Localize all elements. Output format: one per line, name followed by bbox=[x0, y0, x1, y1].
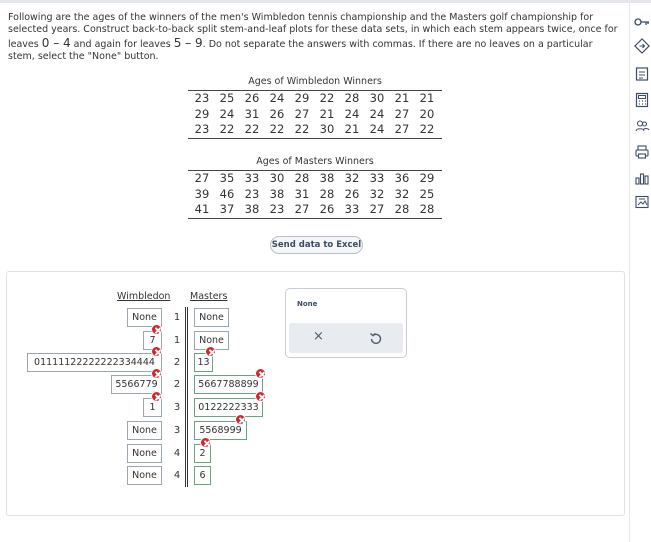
wimbledon-age-cell: 23 bbox=[194, 122, 210, 136]
stem-label: 1 bbox=[173, 335, 181, 346]
stem-label: 3 bbox=[173, 402, 181, 413]
wimbledon-age-cell: 22 bbox=[294, 122, 310, 136]
error-icon bbox=[235, 414, 246, 425]
image-icon[interactable] bbox=[634, 194, 650, 210]
range-low: 0 – 4 bbox=[41, 35, 71, 50]
error-icon bbox=[200, 437, 211, 448]
popover-action-bar bbox=[289, 323, 403, 353]
wimbledon-age-cell: 26 bbox=[269, 106, 285, 121]
wimbledon-age-cell: 24 bbox=[219, 106, 235, 121]
wimbledon-age-cell: 24 bbox=[269, 91, 285, 105]
wimbledon-age-cell: 26 bbox=[244, 91, 260, 105]
calculator-icon[interactable] bbox=[634, 92, 650, 108]
error-icon bbox=[255, 391, 266, 402]
wimbledon-age-cell: 30 bbox=[369, 91, 385, 105]
masters-header: Masters bbox=[190, 291, 228, 302]
wimbledon-age-cell: 21 bbox=[344, 122, 360, 136]
stem-label: 3 bbox=[173, 425, 181, 436]
wimbledon-age-cell: 22 bbox=[219, 122, 235, 136]
wimbledon-leaf-input[interactable]: None bbox=[127, 421, 162, 440]
stem-label: 4 bbox=[173, 448, 181, 459]
masters-age-cell: 32 bbox=[369, 186, 385, 201]
stem-label: 1 bbox=[173, 312, 181, 323]
masters-age-cell: 31 bbox=[294, 186, 310, 201]
masters-age-cell: 25 bbox=[419, 186, 435, 201]
wimbledon-age-cell: 22 bbox=[419, 122, 435, 136]
wimbledon-age-cell: 22 bbox=[269, 122, 285, 136]
masters-age-cell: 27 bbox=[369, 202, 385, 216]
instructions-text: Following are the ages of the winners of the men's Wimbledon tennis championship and the Masters golf championship for selected years. Construct back-to-back split stem-and-leaf plots for these data sets, in which each stem appears twice, once for leaves 0 – 4 and again for leaves 5 – 9. Do not separate the answers with commas. If there are no leaves on a particular stem, select the "None" button. bbox=[8, 12, 618, 62]
stem-label: 2 bbox=[173, 379, 181, 390]
error-icon bbox=[255, 368, 266, 379]
masters-age-cell: 46 bbox=[219, 186, 235, 201]
masters-age-cell: 38 bbox=[319, 171, 335, 185]
wimbledon-age-cell: 30 bbox=[319, 122, 335, 136]
masters-age-cell: 38 bbox=[244, 202, 260, 216]
wimbledon-age-cell: 21 bbox=[394, 91, 410, 105]
masters-leaf-input[interactable]: 2 bbox=[194, 444, 211, 463]
masters-age-cell: 41 bbox=[194, 202, 210, 216]
wimbledon-age-cell: 21 bbox=[419, 91, 435, 105]
wimbledon-age-cell: 21 bbox=[319, 106, 335, 121]
masters-age-cell: 33 bbox=[344, 202, 360, 216]
masters-leaf-input[interactable]: 5568999 bbox=[194, 421, 247, 440]
wimbledon-age-cell: 27 bbox=[394, 106, 410, 121]
masters-leaf-input[interactable]: 13 bbox=[194, 353, 213, 372]
masters-leaf-input[interactable]: 0122222333 bbox=[194, 398, 263, 417]
stem-divider-right bbox=[187, 307, 188, 487]
wimbledon-leaf-input[interactable]: 1 bbox=[143, 398, 162, 417]
wimbledon-leaf-input[interactable]: None bbox=[127, 308, 162, 327]
wimbledon-age-cell: 22 bbox=[319, 91, 335, 105]
wimbledon-age-cell: 31 bbox=[244, 106, 260, 121]
masters-age-cell: 32 bbox=[344, 171, 360, 185]
send-to-excel-button[interactable]: Send data to Excel bbox=[270, 236, 363, 254]
range-high: 5 – 9 bbox=[173, 35, 203, 50]
diamond-arrow-icon[interactable] bbox=[634, 38, 650, 54]
wimbledon-age-cell: 29 bbox=[194, 106, 210, 121]
wimbledon-leaf-input[interactable]: 5566779 bbox=[111, 375, 162, 394]
wimbledon-age-cell: 29 bbox=[294, 91, 310, 105]
masters-age-cell: 28 bbox=[394, 202, 410, 216]
masters-age-cell: 27 bbox=[194, 171, 210, 185]
masters-age-cell: 33 bbox=[369, 171, 385, 185]
stem-label: 4 bbox=[173, 470, 181, 481]
masters-table-title: Ages of Masters Winners bbox=[256, 156, 374, 167]
stem-label: 2 bbox=[173, 357, 181, 368]
wimbledon-table-title: Ages of Wimbledon Winners bbox=[248, 76, 382, 87]
wimbledon-age-cell: 27 bbox=[394, 122, 410, 136]
masters-leaf-input[interactable]: None bbox=[194, 308, 229, 327]
chart-icon[interactable] bbox=[634, 170, 650, 186]
masters-age-cell: 29 bbox=[419, 171, 435, 185]
masters-age-cell: 38 bbox=[269, 186, 285, 201]
printer-icon[interactable] bbox=[634, 144, 650, 160]
wimbledon-age-cell: 28 bbox=[344, 91, 360, 105]
masters-age-cell: 28 bbox=[419, 202, 435, 216]
wimbledon-header: Wimbledon bbox=[117, 291, 171, 302]
wimbledon-age-cell: 27 bbox=[294, 106, 310, 121]
masters-age-cell: 37 bbox=[219, 202, 235, 216]
key-icon[interactable] bbox=[634, 14, 650, 30]
stem-divider-left bbox=[185, 307, 186, 487]
wimbledon-age-cell: 23 bbox=[194, 91, 210, 105]
masters-age-cell: 33 bbox=[244, 171, 260, 185]
error-icon bbox=[151, 346, 162, 357]
notes-icon[interactable] bbox=[634, 66, 650, 82]
masters-age-cell: 26 bbox=[319, 202, 335, 216]
masters-table-bottom-rule bbox=[188, 218, 442, 219]
wimbledon-leaf-input[interactable]: None bbox=[127, 466, 162, 485]
masters-leaf-input[interactable]: None bbox=[194, 331, 229, 350]
masters-age-cell: 36 bbox=[394, 171, 410, 185]
masters-age-cell: 30 bbox=[269, 171, 285, 185]
masters-age-cell: 28 bbox=[294, 171, 310, 185]
wimbledon-age-cell: 24 bbox=[369, 106, 385, 121]
wimbledon-age-cell: 25 bbox=[219, 91, 235, 105]
masters-age-cell: 26 bbox=[344, 186, 360, 201]
masters-age-cell: 28 bbox=[319, 186, 335, 201]
masters-age-cell: 27 bbox=[294, 202, 310, 216]
masters-leaf-input[interactable]: 5667788899 bbox=[194, 375, 263, 394]
error-icon bbox=[205, 346, 216, 357]
top-divider bbox=[0, 0, 651, 3]
error-icon bbox=[151, 368, 162, 379]
undo-icon[interactable] bbox=[369, 331, 383, 345]
wimbledon-age-cell: 24 bbox=[344, 106, 360, 121]
sidebar-divider bbox=[629, 0, 630, 542]
wimbledon-leaf-input[interactable]: None bbox=[127, 444, 162, 463]
wimbledon-age-cell: 20 bbox=[419, 106, 435, 121]
clear-icon[interactable]: × bbox=[313, 329, 324, 344]
masters-age-cell: 32 bbox=[394, 186, 410, 201]
wimbledon-leaf-input[interactable]: 7 bbox=[143, 331, 162, 350]
masters-leaf-input[interactable]: 6 bbox=[194, 466, 211, 485]
wimbledon-table-bottom-rule bbox=[188, 138, 442, 139]
wimbledon-age-cell: 24 bbox=[369, 122, 385, 136]
wimbledon-age-cell: 22 bbox=[244, 122, 260, 136]
masters-age-cell: 23 bbox=[244, 186, 260, 201]
masters-age-cell: 39 bbox=[194, 186, 210, 201]
error-icon bbox=[151, 391, 162, 402]
masters-age-cell: 35 bbox=[219, 171, 235, 185]
error-icon bbox=[151, 324, 162, 335]
wimbledon-leaf-input[interactable]: 01111122222222334444 bbox=[27, 353, 162, 372]
answer-popover bbox=[285, 288, 407, 358]
none-button[interactable]: None bbox=[297, 300, 318, 308]
masters-age-cell: 23 bbox=[269, 202, 285, 216]
people-icon[interactable] bbox=[634, 118, 650, 134]
